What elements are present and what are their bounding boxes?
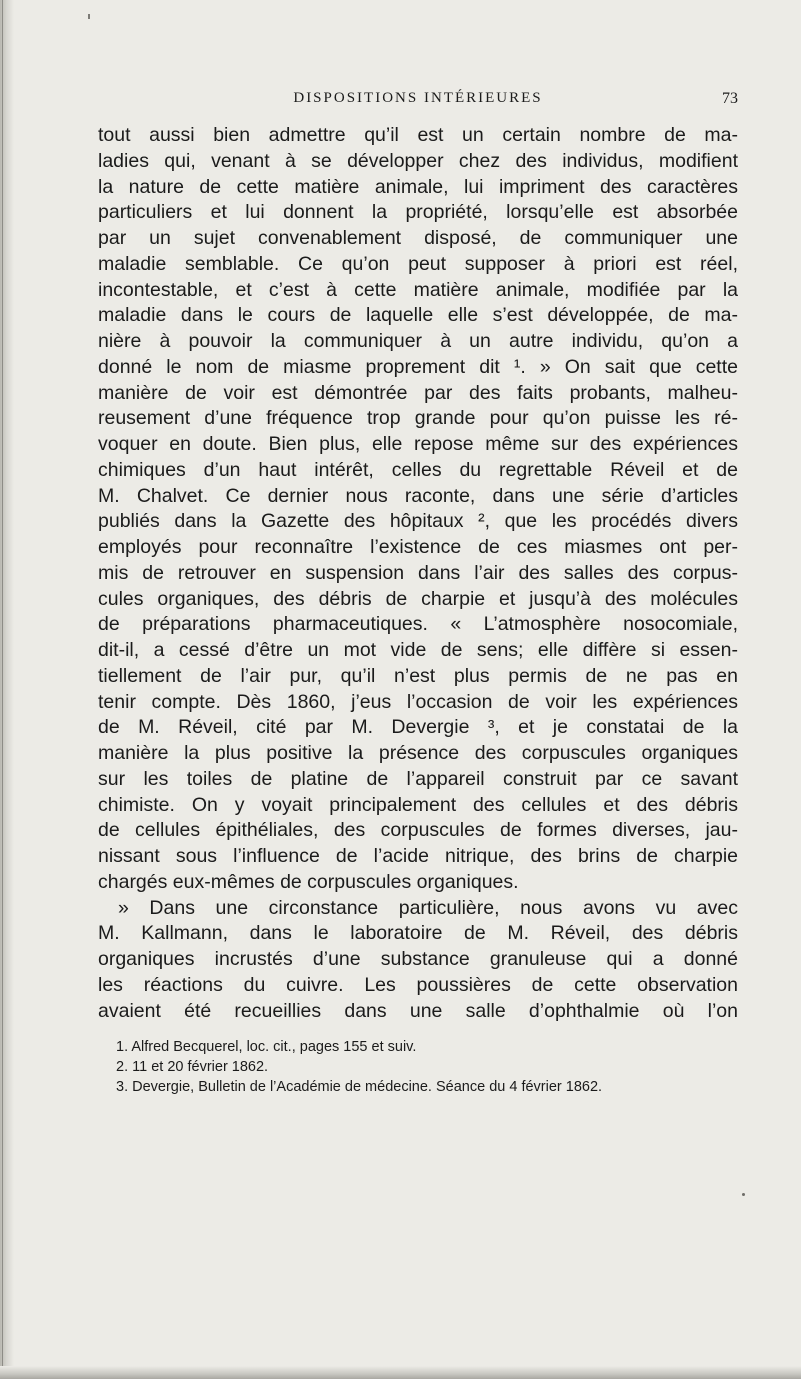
footnote-3: 3. Devergie, Bulletin de l’Académie de médecine. Séance du 4 février 1862.	[116, 1079, 603, 1095]
text-line: voquer en doute. Bien plus, elle repose même sur des expériences	[98, 433, 738, 455]
footnotes	[116, 1037, 738, 1097]
text-line: de préparations pharmaceutiques. « L’atmosphère nosocomiale,	[98, 613, 738, 636]
text-line: de cellules épithéliales, des corpuscules de formes diverses, jau-	[98, 819, 738, 842]
text-line: chargés eux-mêmes de corpuscules organiques.	[98, 870, 519, 893]
text-line: sur les toiles de platine de l’appareil construit par ce savant	[98, 767, 738, 790]
text-line: maladie dans le cours de laquelle elle s’est développée, de ma-	[98, 304, 738, 327]
text-line: ladies qui, venant à se développer chez des individus, modifient	[98, 149, 738, 172]
text-line: nissant sous l’influence de l’acide nitrique, des brins de charpie	[98, 845, 738, 867]
scan-mark	[88, 14, 90, 19]
text-line: manière de voir est démontrée par des faits probants, malheu-	[98, 381, 738, 404]
text-line: avaient été recueillies dans une salle d’ophthalmie où l’on	[98, 999, 738, 1022]
text-line: tout aussi bien admettre qu’il est un certain nombre de ma-	[98, 124, 738, 146]
text-line: dit-il, a cessé d’être un mot vide de sens; elle diffère si essen-	[98, 639, 738, 661]
page-bottom-edge	[0, 1366, 801, 1379]
text-line: maladie semblable. Ce qu’on peut supposer à priori est réel,	[98, 252, 738, 275]
footnote-1: 1. Alfred Becquerel, loc. cit., pages 155 et suiv.	[116, 1039, 417, 1055]
text-line: cules organiques, des débris de charpie et jusqu’à des molécules	[98, 587, 738, 610]
text-line: manière la plus positive la présence des corpuscules organiques	[98, 742, 738, 764]
text-line: la nature de cette matière animale, lui impriment des caractères	[98, 175, 738, 198]
text-line: M. Chalvet. Ce dernier nous raconte, dans une série d’articles	[98, 484, 738, 507]
text-line: chimiques d’un haut intérêt, celles du regrettable Réveil et de	[98, 458, 738, 481]
text-line: mis de retrouver en suspension dans l’air des salles des corpus-	[98, 561, 738, 584]
ink-speck	[742, 1193, 745, 1196]
page-binding-edge	[2, 0, 3, 1379]
text-line: employés pour reconnaître l’existence de ces miasmes ont per-	[98, 536, 738, 558]
running-title: DISPOSITIONS INTÉRIEURES	[293, 90, 543, 106]
text-line: nière à pouvoir la communiquer à un autre individu, qu’on a	[98, 330, 738, 352]
text-line: » Dans une circonstance particulière, nous avons vu avec	[118, 896, 738, 919]
text-line: de M. Réveil, cité par M. Devergie ³, et je constatai de la	[98, 716, 738, 739]
text-line: publiés dans la Gazette des hôpitaux ², que les procédés divers	[98, 510, 738, 533]
text-line: chimiste. On y voyait principalement des cellules et des débris	[98, 793, 738, 816]
text-line: organiques incrustés d’une substance granuleuse qui a donné	[98, 948, 738, 970]
text-line: les réactions du cuivre. Les poussières de cette observation	[98, 973, 738, 996]
text-line: tiellement de l’air pur, qu’il n’est plus permis de ne pas en	[98, 664, 738, 687]
text-line: M. Kallmann, dans le laboratoire de M. Réveil, des débris	[98, 922, 738, 945]
text-line: incontestable, et c’est à cette matière animale, modifiée par la	[98, 278, 738, 301]
text-line: donné le nom de miasme proprement dit ¹. » On sait que cette	[98, 355, 738, 378]
text-line: par un sujet convenablement disposé, de communiquer une	[98, 227, 738, 249]
text-line: tenir compte. Dès 1860, j’eus l’occasion de voir les expériences	[98, 690, 738, 713]
body-text	[98, 123, 738, 1024]
footnote-2: 2. 11 et 20 février 1862.	[116, 1059, 269, 1075]
page-number: 73	[722, 90, 738, 107]
text-line: reusement d’une fréquence trop grande pour qu’on puisse les ré-	[98, 407, 738, 430]
text-line: particuliers et lui donnent la propriété, lorsqu’elle est absorbée	[98, 201, 738, 224]
page-header	[98, 90, 738, 114]
